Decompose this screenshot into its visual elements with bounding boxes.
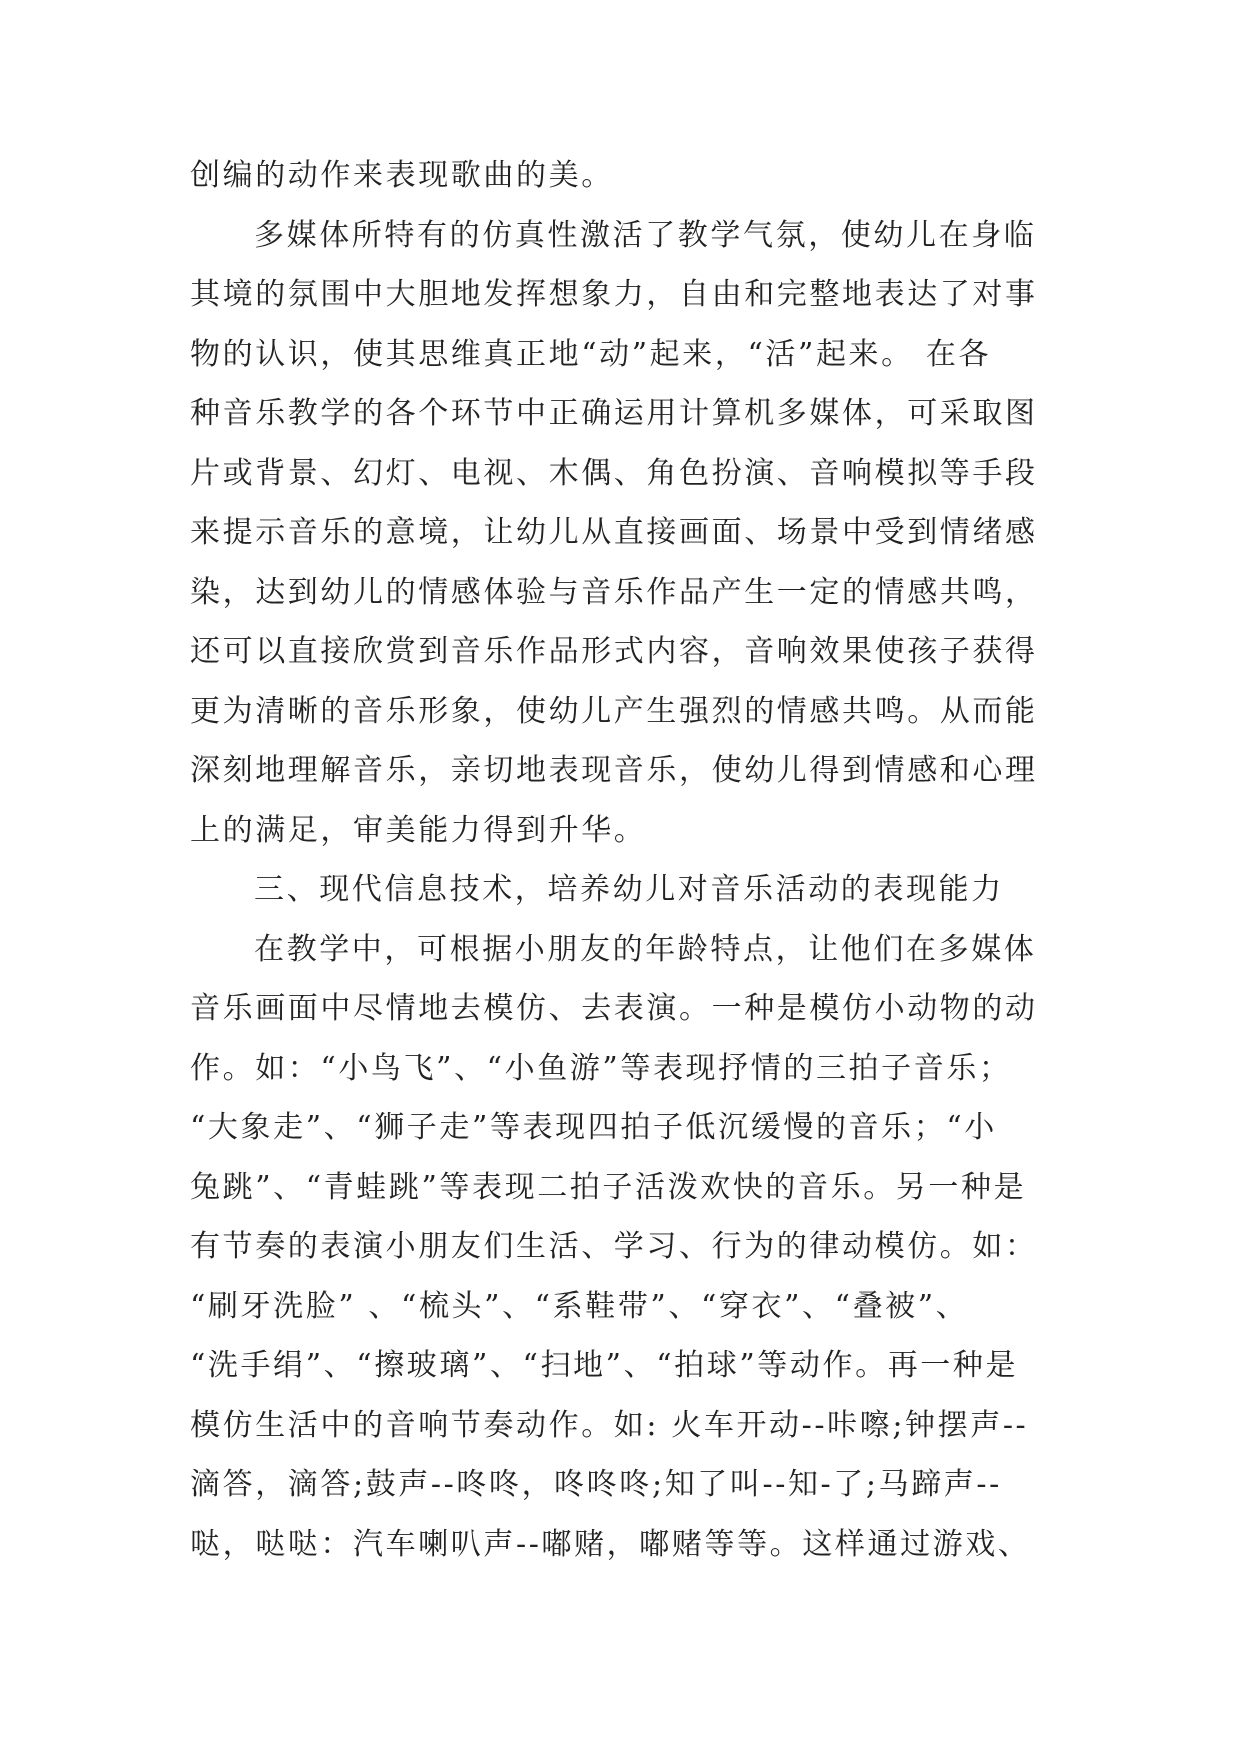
text-line: 有节奏的表演小朋友们生活、学习、行为的律动模仿。如： xyxy=(190,1229,1038,1264)
text-line: “洗手绢”、“擦玻璃”、“扫地”、“拍球”等动作。再一种是 xyxy=(190,1348,1019,1383)
text-line: 音乐画面中尽情地去模仿、去表演。一种是模仿小动物的动 xyxy=(190,991,1038,1026)
text-line: 作。如：“小鸟飞”、“小鱼游”等表现抒情的三拍子音乐； xyxy=(190,1050,1012,1086)
text-line: 滴答，滴答;鼓声--咚咚，咚咚咚;知了叫--知-了;马蹄声-- xyxy=(190,1467,1002,1502)
text-line: 更为清晰的音乐形象，使幼儿产生强烈的情感共鸣。从而能 xyxy=(190,693,1038,729)
body-text xyxy=(190,146,1070,1574)
text-line: 多媒体所特有的仿真性激活了教学气氛，使幼儿在身临 xyxy=(254,217,1037,253)
text-line: 哒，哒哒：汽车喇叭声--嘟赌，嘟赌等等。这样通过游戏、 xyxy=(190,1526,1031,1562)
text-line: 兔跳”、“青蛙跳”等表现二拍子活泼欢快的音乐。另一种是 xyxy=(190,1169,1027,1205)
text-line: 深刻地理解音乐，亲切地表现音乐，使幼儿得到情感和心理 xyxy=(190,753,1038,788)
text-line: 在教学中，可根据小朋友的年龄特点，让他们在多媒体 xyxy=(254,931,1037,967)
text-line: 染，达到幼儿的情感体验与音乐作品产生一定的情感共鸣， xyxy=(190,574,1038,610)
text-line: 模仿生活中的音响节奏动作。如: 火车开动--咔嚓;钟摆声-- xyxy=(190,1407,1029,1443)
text-line: 上的满足，审美能力得到升华。 xyxy=(190,812,647,848)
text-line: “刷牙洗脸” 、“梳头”、“系鞋带”、“穿衣”、“叠被”、 xyxy=(190,1288,969,1324)
text-line: 其境的氛围中大胆地发挥想象力，自由和完整地表达了对事 xyxy=(190,277,1038,312)
section-heading: 三、现代信息技术，培养幼儿对音乐活动的表现能力 xyxy=(254,872,1004,907)
text-line: “大象走”、“狮子走”等表现四拍子低沉缓慢的音乐；“小 xyxy=(190,1110,997,1145)
text-line: 还可以直接欣赏到音乐作品形式内容，音响效果使孩子获得 xyxy=(190,634,1038,669)
text-line: 种音乐教学的各个环节中正确运用计算机多媒体，可采取图 xyxy=(190,396,1038,431)
text-line: 物的认识，使其思维真正地“动”起来，“活”起来。 在各 xyxy=(190,336,992,372)
text-line: 片或背景、幻灯、电视、木偶、角色扮演、音响模拟等手段 xyxy=(190,455,1038,491)
text-line: 创编的动作来表现歌曲的美。 xyxy=(190,158,614,193)
text-line: 来提示音乐的意境，让幼儿从直接画面、场景中受到情绪感 xyxy=(190,515,1038,550)
